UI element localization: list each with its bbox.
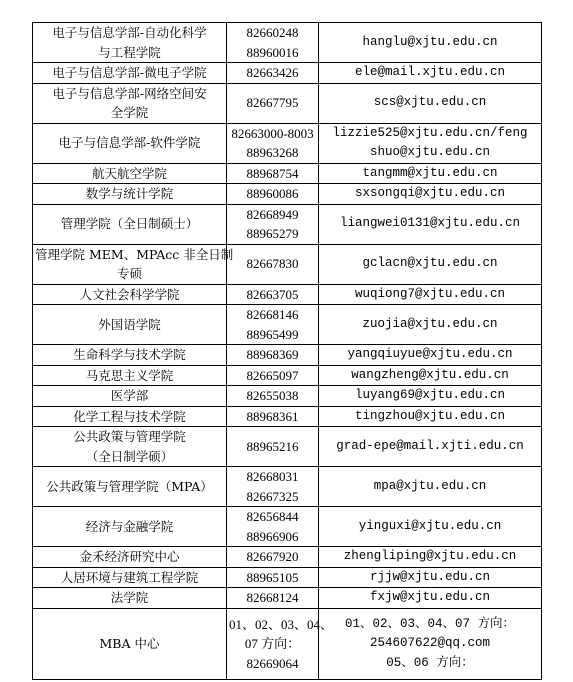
email-cell-line: luyang69@xjtu.edu.cn [354, 388, 506, 402]
phone-cell [227, 204, 319, 244]
department-cell-line: 航天航空学院 [91, 165, 167, 181]
phone-cell-line: 88960086 [246, 186, 299, 201]
phone-cell-line: 82665097 [246, 367, 299, 383]
phone-cell-line: 82667830 [246, 256, 299, 272]
phone-cell-line: 88968361 [246, 408, 299, 424]
phone-cell-line: 88963268 [246, 145, 299, 160]
table-row [33, 244, 542, 284]
department-cell-line: 专硕 [116, 266, 142, 281]
phone-cell-line: 88965499 [246, 326, 299, 342]
department-cell-line: 化学工程与技术学院 [73, 408, 186, 424]
table-row [33, 23, 542, 63]
table-row [33, 386, 542, 407]
department-cell-line: 全学院 [110, 105, 149, 120]
email-cell [319, 163, 542, 184]
phone-cell [227, 365, 319, 386]
department-cell [33, 406, 227, 427]
table-row [33, 547, 542, 568]
table-row [33, 63, 542, 84]
email-cell [319, 427, 542, 467]
phone-cell [227, 608, 334, 680]
email-cell-line: shuo@xjtu.edu.cn [369, 145, 491, 159]
email-cell [319, 23, 542, 63]
department-cell-line: 与工程学院 [98, 44, 161, 60]
email-cell [319, 547, 542, 568]
phone-cell-line: 88968369 [246, 347, 299, 362]
department-cell-line: 人文社会科学学院 [79, 286, 180, 302]
department-cell [33, 365, 227, 386]
phone-cell [227, 123, 319, 163]
department-cell-line: 公共政策与管理学院（MPA） [46, 478, 213, 494]
email-cell-line: sxsongqi@xjtu.edu.cn [354, 186, 506, 200]
phone-cell-line: 82669064 [246, 655, 299, 671]
phone-cell-line: 82668031 [246, 469, 299, 484]
department-cell-line: 经济与金融学院 [85, 518, 174, 534]
phone-cell-line: 01、02、03、04、 [229, 616, 334, 632]
phone-cell-line: 88968754 [246, 165, 299, 181]
phone-cell-line: 82655038 [246, 388, 299, 403]
table-row [33, 163, 542, 184]
department-cell-line: 人居环境与建筑工程学院 [60, 569, 199, 585]
phone-cell [227, 184, 319, 205]
department-cell-line: 金禾经济研究中心 [79, 549, 180, 564]
department-cell-line: 管理学院（全日制硕士） [60, 216, 199, 232]
department-cell [33, 588, 227, 609]
department-cell-line: 外国语学院 [98, 316, 161, 332]
email-cell-line: grad-epe@mail.xjti.edu.cn [336, 438, 524, 453]
email-cell-line: mpa@xjtu.edu.cn [373, 478, 487, 493]
phone-cell [227, 467, 319, 507]
email-cell-line: hanglu@xjtu.edu.cn [362, 34, 498, 49]
email-cell-line: ele@mail.xjtu.edu.cn [354, 65, 506, 79]
department-cell-line: 数学与统计学院 [85, 186, 174, 201]
email-cell [319, 184, 542, 205]
department-cell [33, 83, 227, 123]
department-cell-line: 电子与信息学部-网络空间安 [52, 85, 207, 101]
email-cell-line: tangmm@xjtu.edu.cn [362, 165, 498, 180]
phone-cell [227, 163, 319, 184]
email-cell-line: scs@xjtu.edu.cn [373, 95, 487, 110]
email-cell-line: wuqiong7@xjtu.edu.cn [354, 286, 506, 301]
phone-cell-line: 82668124 [246, 590, 299, 605]
department-cell-line: MBA 中心 [99, 636, 160, 651]
email-cell-line: wangzheng@xjtu.edu.cn [351, 367, 509, 382]
phone-cell [227, 507, 319, 547]
phone-cell-line: 82663426 [246, 65, 299, 80]
table-row [33, 305, 542, 345]
phone-cell-line: 82663705 [246, 286, 299, 302]
department-cell [33, 244, 234, 284]
table-row [33, 365, 542, 386]
email-cell-line: 254607622@qq.com [369, 636, 491, 650]
table-row [33, 123, 542, 163]
department-cell [33, 547, 227, 568]
phone-cell-line: 82667920 [246, 549, 299, 564]
department-cell-line: 电子与信息学部-微电子学院 [52, 65, 207, 80]
email-cell-line: zuojia@xjtu.edu.cn [362, 316, 498, 331]
phone-cell-line: 07 方向： [244, 636, 301, 651]
table-row [33, 588, 542, 609]
email-cell [319, 567, 542, 588]
phone-cell-line: 88965105 [246, 569, 299, 585]
phone-cell-line: 82660248 [246, 25, 299, 40]
department-cell-line: 公共政策与管理学院 [73, 429, 186, 444]
department-cell-line: 马克思主义学院 [85, 367, 174, 383]
email-cell-line: lizzie525@xjtu.edu.cn/feng [332, 125, 528, 140]
email-cell [319, 467, 542, 507]
phone-cell-line: 88965279 [246, 226, 299, 241]
phone-cell [227, 83, 319, 123]
contact-table-body [33, 23, 542, 680]
email-cell-line: tingzhou@xjtu.edu.cn [354, 408, 506, 423]
phone-cell [227, 427, 319, 467]
table-row [33, 204, 542, 244]
department-cell-line: 电子与信息学部-软件学院 [58, 135, 201, 151]
table-row [33, 284, 542, 305]
phone-cell [227, 284, 319, 305]
phone-cell-line: 82667795 [246, 95, 299, 111]
table-row [33, 345, 542, 366]
table-row [33, 608, 542, 680]
phone-cell-line: 82663000-8003 [231, 125, 314, 141]
department-cell-line: 法学院 [110, 590, 149, 605]
email-cell-line: 01、02、03、04、07 方向： [344, 616, 515, 631]
table-row [33, 467, 542, 507]
email-cell [319, 608, 542, 680]
department-cell [33, 467, 227, 507]
email-cell [319, 345, 542, 366]
department-cell-line: 生命科学与技术学院 [73, 347, 186, 362]
department-cell [33, 345, 227, 366]
table-row [33, 567, 542, 588]
department-cell [33, 305, 227, 345]
department-cell [33, 386, 227, 407]
department-cell [33, 204, 227, 244]
email-cell-line: zhengliping@xjtu.edu.cn [343, 549, 517, 563]
phone-cell [227, 406, 319, 427]
table-row [33, 406, 542, 427]
phone-cell [227, 305, 319, 345]
email-cell-line: 05、06 方向： [386, 655, 474, 670]
contact-table [32, 22, 542, 680]
department-cell [33, 567, 227, 588]
phone-cell-line: 82668146 [246, 307, 299, 322]
department-cell-line: 医学部 [110, 388, 149, 403]
department-cell [33, 23, 227, 63]
table-row [33, 184, 542, 205]
department-cell-line: 管理学院 MEM、MPAcc 非全日制 [35, 246, 234, 262]
department-cell [33, 427, 227, 467]
email-cell-line: fxjw@xjtu.edu.cn [369, 590, 491, 604]
email-cell [319, 63, 542, 84]
table-row [33, 83, 542, 123]
email-cell [319, 365, 542, 386]
phone-cell-line: 88965216 [246, 438, 299, 454]
phone-cell-line: 82656844 [246, 509, 299, 524]
email-cell-line: liangwei0131@xjtu.edu.cn [339, 216, 521, 231]
phone-cell-line: 82667325 [246, 488, 299, 504]
table-row [33, 507, 542, 547]
table-row [33, 427, 542, 467]
email-cell [319, 386, 542, 407]
phone-cell [227, 23, 319, 63]
email-cell [319, 406, 542, 427]
email-cell [319, 244, 542, 284]
phone-cell-line: 88960016 [246, 44, 299, 60]
email-cell [319, 83, 542, 123]
phone-cell [227, 386, 319, 407]
email-cell [319, 305, 542, 345]
email-cell-line: yinguxi@xjtu.edu.cn [358, 518, 502, 533]
department-cell-line: （全日制学硕） [85, 448, 174, 464]
email-cell [319, 507, 542, 547]
phone-cell [227, 345, 319, 366]
email-cell-line: yangqiuyue@xjtu.edu.cn [347, 347, 513, 361]
department-cell [33, 123, 227, 163]
department-cell [33, 507, 227, 547]
phone-cell [227, 63, 319, 84]
department-cell [33, 163, 227, 184]
phone-cell [227, 547, 319, 568]
email-cell-line: gclacn@xjtu.edu.cn [362, 256, 498, 271]
email-cell [319, 123, 542, 163]
department-cell [33, 608, 227, 680]
phone-cell [227, 244, 319, 284]
email-cell [319, 284, 542, 305]
department-cell [33, 63, 227, 84]
email-cell [319, 588, 542, 609]
phone-cell [227, 588, 319, 609]
department-cell-line: 电子与信息学部-自动化科学 [52, 25, 207, 40]
email-cell-line: rjjw@xjtu.edu.cn [369, 569, 491, 584]
department-cell [33, 284, 227, 305]
phone-cell-line: 82668949 [246, 206, 299, 222]
phone-cell-line: 88966906 [246, 528, 299, 544]
email-cell [319, 204, 542, 244]
department-cell [33, 184, 227, 205]
phone-cell [227, 567, 319, 588]
